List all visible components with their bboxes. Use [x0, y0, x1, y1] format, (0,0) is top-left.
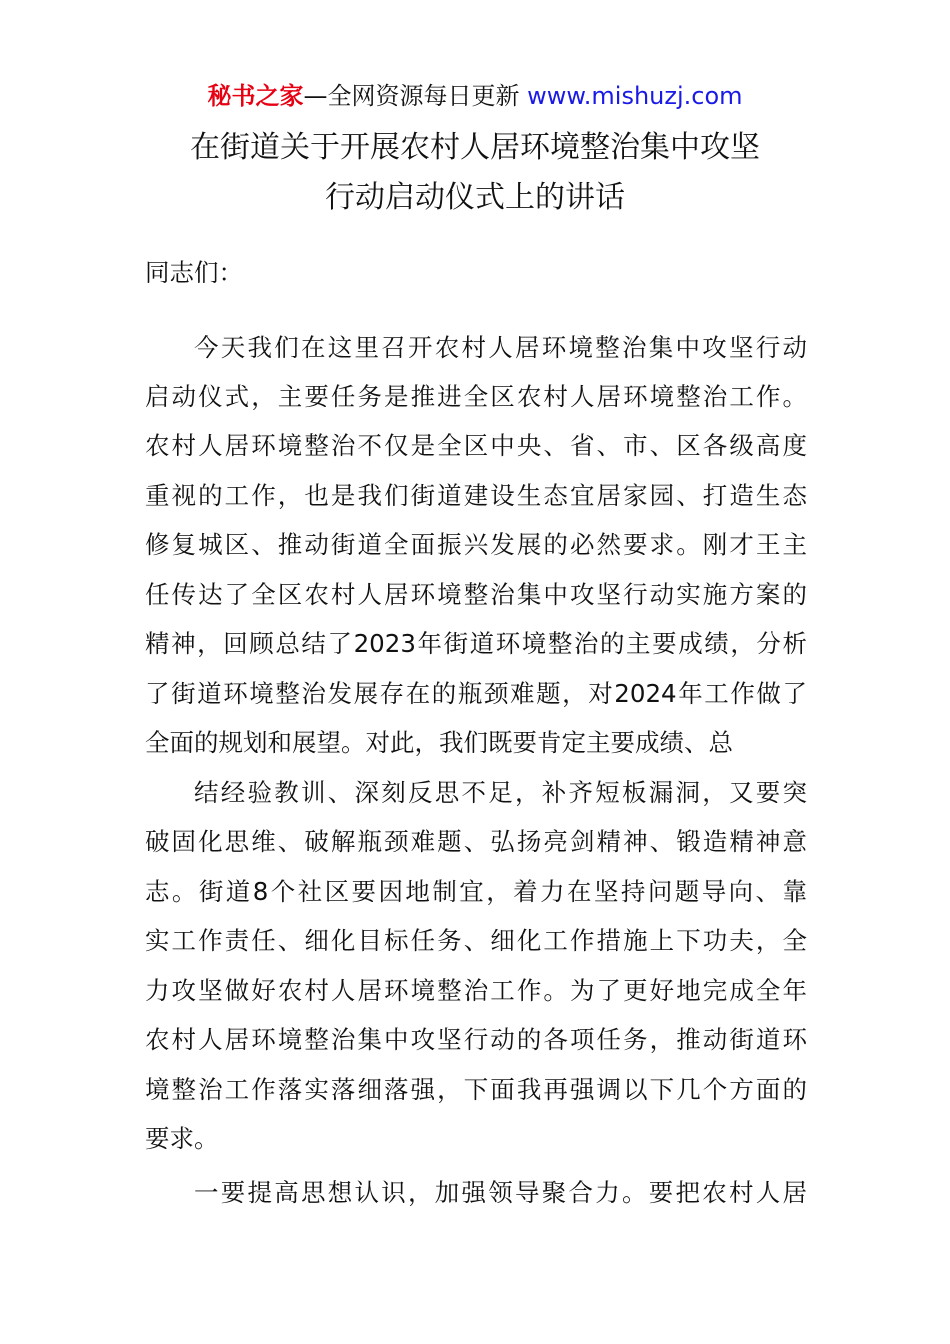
- body-line: 结经验教训、深刻反思不足，补齐短板漏洞，又要突: [194, 778, 807, 807]
- body-line: 启动仪式，主要任务是推进全区农村人居环境整治工作。: [145, 382, 807, 411]
- body-line: 农村人居环境整治集中攻坚行动的各项任务，推动街道环: [145, 1025, 807, 1054]
- body-line: 志。街道8个社区要因地制宜，着力在坚持问题导向、靠: [145, 877, 807, 906]
- document-title-line-1: 在街道关于开展农村人居环境整治集中攻坚: [190, 130, 760, 165]
- body-line: 境整治工作落实落细落强，下面我再强调以下几个方面的: [145, 1075, 807, 1104]
- body-line: 一要提高思想认识，加强领导聚合力。要把农村人居: [194, 1178, 807, 1207]
- body-line: 力攻坚做好农村人居环境整治工作。为了更好地完成全年: [145, 976, 807, 1005]
- body-line: 破固化思维、破解瓶颈难题、弘扬亮剑精神、锻造精神意: [145, 827, 807, 856]
- document-title-line-2: 行动启动仪式上的讲话: [325, 180, 625, 215]
- body-line: 要求。: [145, 1124, 219, 1153]
- body-line: 实工作责任、细化目标任务、细化工作措施上下功夫，全: [145, 926, 807, 955]
- body-line: 精神，回顾总结了2023年街道环境整治的主要成绩，分析: [145, 629, 807, 658]
- site-header: [0, 80, 950, 112]
- salutation: 同志们：: [145, 258, 243, 287]
- body-line: 今天我们在这里召开农村人居环境整治集中攻坚行动: [194, 333, 807, 362]
- site-brand: 秘书之家: [207, 82, 304, 110]
- body-line: 农村人居环境整治不仅是全区中央、省、市、区各级高度: [145, 431, 807, 460]
- body-line: 任传达了全区农村人居环境整治集中攻坚行动实施方案的: [145, 580, 807, 609]
- body-line: 重视的工作，也是我们街道建设生态宜居家园、打造生态: [145, 481, 807, 510]
- site-tagline: —全网资源每日更新: [303, 82, 528, 110]
- body-line: 全面的规划和展望。对此，我们既要肯定主要成绩、总: [145, 728, 733, 757]
- body-line: 修复城区、推动街道全面振兴发展的必然要求。刚才王主: [145, 530, 807, 559]
- body-line: 了街道环境整治发展存在的瓶颈难题，对2024年工作做了: [145, 679, 807, 708]
- site-url-link[interactable]: www.mishuzj.com: [527, 82, 743, 110]
